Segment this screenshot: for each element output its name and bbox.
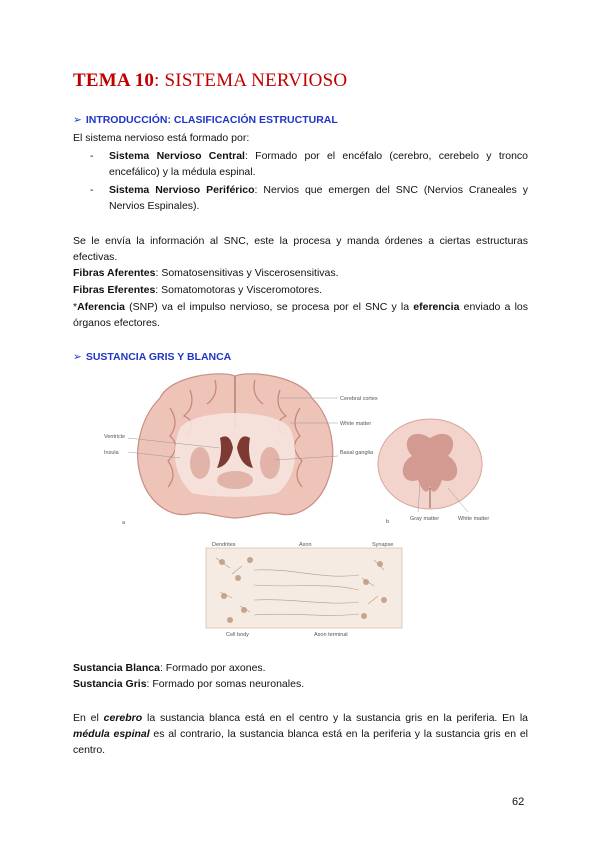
label-insula: Insula [104, 450, 119, 456]
label-gray-matter: Gray matter [410, 516, 440, 522]
efferent-line: Fibras Eferentes: Somatomotoras y Visceromotores. [73, 284, 322, 296]
afference-note: *Aferencia (SNP) va el impulso nervioso, se procesa por el SNC y la eferencia enviado a los órganos efectores. [73, 301, 528, 329]
label-white-matter: White matter [340, 421, 372, 427]
white-matter-definition: Sustancia Blanca: Formado por axones. [73, 662, 266, 674]
intro-text: El sistema nervioso está formado por: [73, 132, 250, 144]
panel-label-b: b [386, 519, 390, 525]
label-cord-white-matter: White matter [458, 516, 490, 522]
label-synapse: Synapse [372, 542, 394, 548]
label-cerebral-cortex: Cerebral cortex [340, 396, 378, 402]
page-number: 62 [512, 796, 525, 808]
spinal-cord-section [378, 419, 482, 512]
final-paragraph: En el cerebro la sustancia blanca está en el centro y la sustancia gris en la periferia. En la médula espinal es al contrario, la sustancia blanca está en la periferia y la sustancia gris en el centro. [73, 712, 528, 756]
paragraph-info: Se le envía la información al SNC, este la procesa y manda órdenes a ciertas estructuras efectivas. [73, 235, 528, 263]
list-item-snp: - Sistema Nervioso Periférico: Nervios que emergen del SNC (Nervios Craneales y Nervios Espinales). [90, 184, 528, 212]
label-cell-body: Cell body [226, 632, 249, 638]
label-axon: Axon [299, 542, 312, 548]
arrow-bullet-icon: ➢ [73, 114, 82, 126]
panel-label-a: a [122, 520, 126, 526]
label-basal-ganglia: Basal ganglia [340, 450, 374, 456]
arrow-bullet-icon: ➢ [73, 351, 82, 363]
brain-coronal-section-figure [100, 368, 520, 533]
label-ventricle: Ventricle [104, 434, 126, 440]
label-axon-terminal: Axon terminal [314, 632, 348, 638]
afferent-line: Fibras Aferentes: Somatosensitivas y Viscerosensitivas. [73, 267, 339, 279]
neuron-tissue-figure [204, 540, 404, 638]
label-dendrites: Dendrites [212, 542, 236, 548]
section-heading-gray-white: ➢ SUSTANCIA GRIS Y BLANCA [73, 351, 232, 363]
section-heading-intro: ➢ INTRODUCCIÓN: CLASIFICACIÓN ESTRUCTURAL [73, 114, 338, 126]
list-item-snc: - Sistema Nervioso Central: Formado por el encéfalo (cerebro, cerebelo y tronco encefálico) y la médula espinal. [90, 150, 528, 178]
page-title: TEMA 10: SISTEMA NERVIOSO [73, 70, 348, 91]
gray-matter-definition: Sustancia Gris: Formado por somas neuronales. [73, 678, 305, 690]
